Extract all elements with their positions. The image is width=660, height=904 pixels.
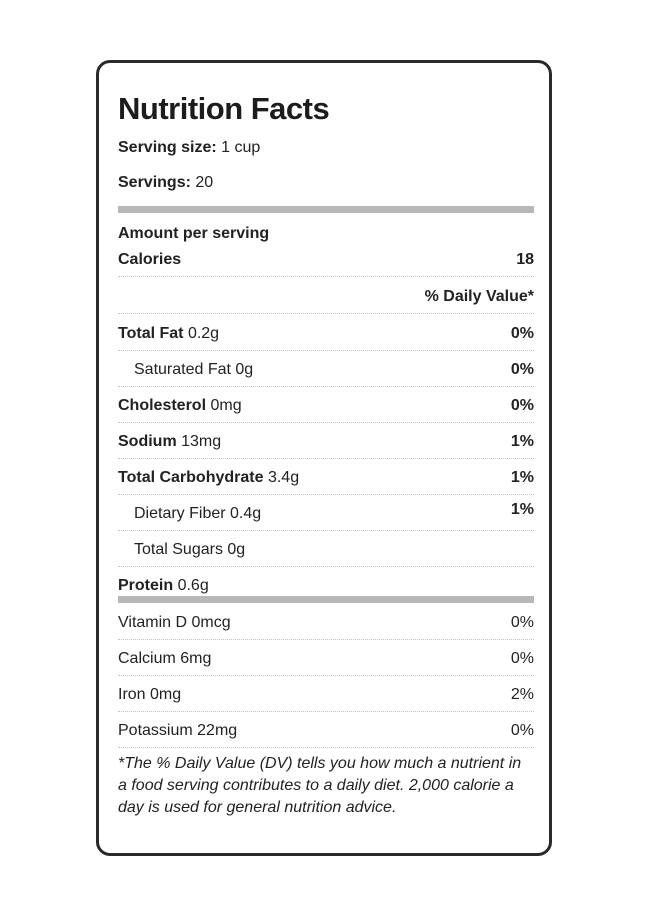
nutrient-name: Sodium <box>118 433 177 450</box>
vitamin-dv: 0% <box>510 722 534 739</box>
vitamin-amount: 6mg <box>180 650 212 667</box>
vitamin-row-iron <box>118 675 534 712</box>
nutrient-row-total-sugars <box>118 530 534 567</box>
nutrient-name-cell <box>134 362 253 378</box>
vitamin-dv: 0% <box>510 650 534 667</box>
nutrient-amount: 0.2g <box>187 325 220 342</box>
daily-value-header: % Daily Value* <box>424 288 534 305</box>
label-title: Nutrition Facts <box>118 91 330 126</box>
servings-label: Servings: <box>118 174 191 191</box>
daily-value-header-row <box>118 277 534 314</box>
nutrient-dv: 0% <box>510 361 534 378</box>
nutrient-name-cell <box>118 326 219 342</box>
nutrient-amount: 3.4g <box>267 469 300 486</box>
daily-value-footnote: *The % Daily Value (DV) tells you how much a nutrient in a food serving contributes to a daily diet. 2,000 calorie a day is used for general nutrition advice. <box>118 755 522 816</box>
vitamin-amount: 0mcg <box>191 614 231 631</box>
nutrient-name: Saturated Fat <box>134 361 231 378</box>
calories-value: 18 <box>516 251 534 268</box>
vitamin-name: Potassium <box>118 722 193 739</box>
nutrient-name: Total Fat <box>118 325 184 342</box>
vitamin-row-calcium <box>118 639 534 676</box>
nutrient-name: Total Carbohydrate <box>118 469 264 486</box>
nutrient-name-cell <box>118 398 242 414</box>
nutrient-row-saturated-fat <box>118 350 534 387</box>
nutrient-name-cell <box>134 542 245 558</box>
vitamin-name-cell <box>118 651 211 667</box>
vitamin-name: Calcium <box>118 650 176 667</box>
vitamin-name: Vitamin D <box>118 614 188 631</box>
nutrient-amount: 0.4g <box>230 505 262 522</box>
calories-label: Calories <box>118 251 182 268</box>
nutrient-name-cell <box>118 470 299 486</box>
amount-per-serving: Amount per serving <box>118 225 270 242</box>
nutrient-name: Protein <box>118 577 174 594</box>
thick-divider <box>118 596 534 603</box>
vitamin-name-cell <box>118 723 237 739</box>
nutrient-name-cell <box>118 578 209 594</box>
vitamin-name-cell <box>118 615 231 631</box>
calories-row <box>118 233 534 277</box>
nutrient-dv: 1% <box>510 501 534 518</box>
nutrient-name-cell <box>134 506 261 522</box>
nutrient-row-cholesterol <box>118 386 534 423</box>
vitamin-row-vitamin-d <box>118 603 534 640</box>
thick-divider <box>118 206 534 213</box>
vitamin-name-cell <box>118 687 181 703</box>
serving-size-label: Serving size: <box>118 139 217 156</box>
nutrient-amount: 0g <box>227 541 246 558</box>
vitamin-amount: 0mg <box>150 686 182 703</box>
nutrient-amount: 13mg <box>181 433 222 450</box>
nutrient-amount: 0g <box>235 361 254 378</box>
nutrient-row-sodium <box>118 422 534 459</box>
nutrient-name-cell <box>118 434 221 450</box>
nutrient-amount: 0mg <box>210 397 242 414</box>
nutrient-amount: 0.6g <box>177 577 209 594</box>
nutrient-dv: 1% <box>510 433 534 450</box>
nutrient-name: Dietary Fiber <box>134 505 226 522</box>
nutrient-row-dietary-fiber <box>118 494 534 531</box>
nutrient-row-total-fat <box>118 314 534 351</box>
nutrient-dv: 0% <box>510 325 534 342</box>
vitamin-dv: 2% <box>510 686 534 703</box>
vitamin-dv: 0% <box>510 614 534 631</box>
nutrient-name: Cholesterol <box>118 397 207 414</box>
nutrition-facts-label <box>96 60 552 856</box>
vitamin-amount: 22mg <box>197 722 238 739</box>
serving-size <box>118 140 260 156</box>
nutrient-name: Total Sugars <box>134 541 223 558</box>
vitamin-row-potassium <box>118 711 534 748</box>
serving-size-value: 1 cup <box>221 139 261 156</box>
nutrient-row-total-carbohydrate <box>118 458 534 495</box>
vitamin-name: Iron <box>118 686 146 703</box>
nutrient-dv: 0% <box>510 397 534 414</box>
servings-value: 20 <box>195 174 214 191</box>
nutrient-dv: 1% <box>510 469 534 486</box>
label-content <box>118 63 534 853</box>
servings <box>118 175 213 191</box>
